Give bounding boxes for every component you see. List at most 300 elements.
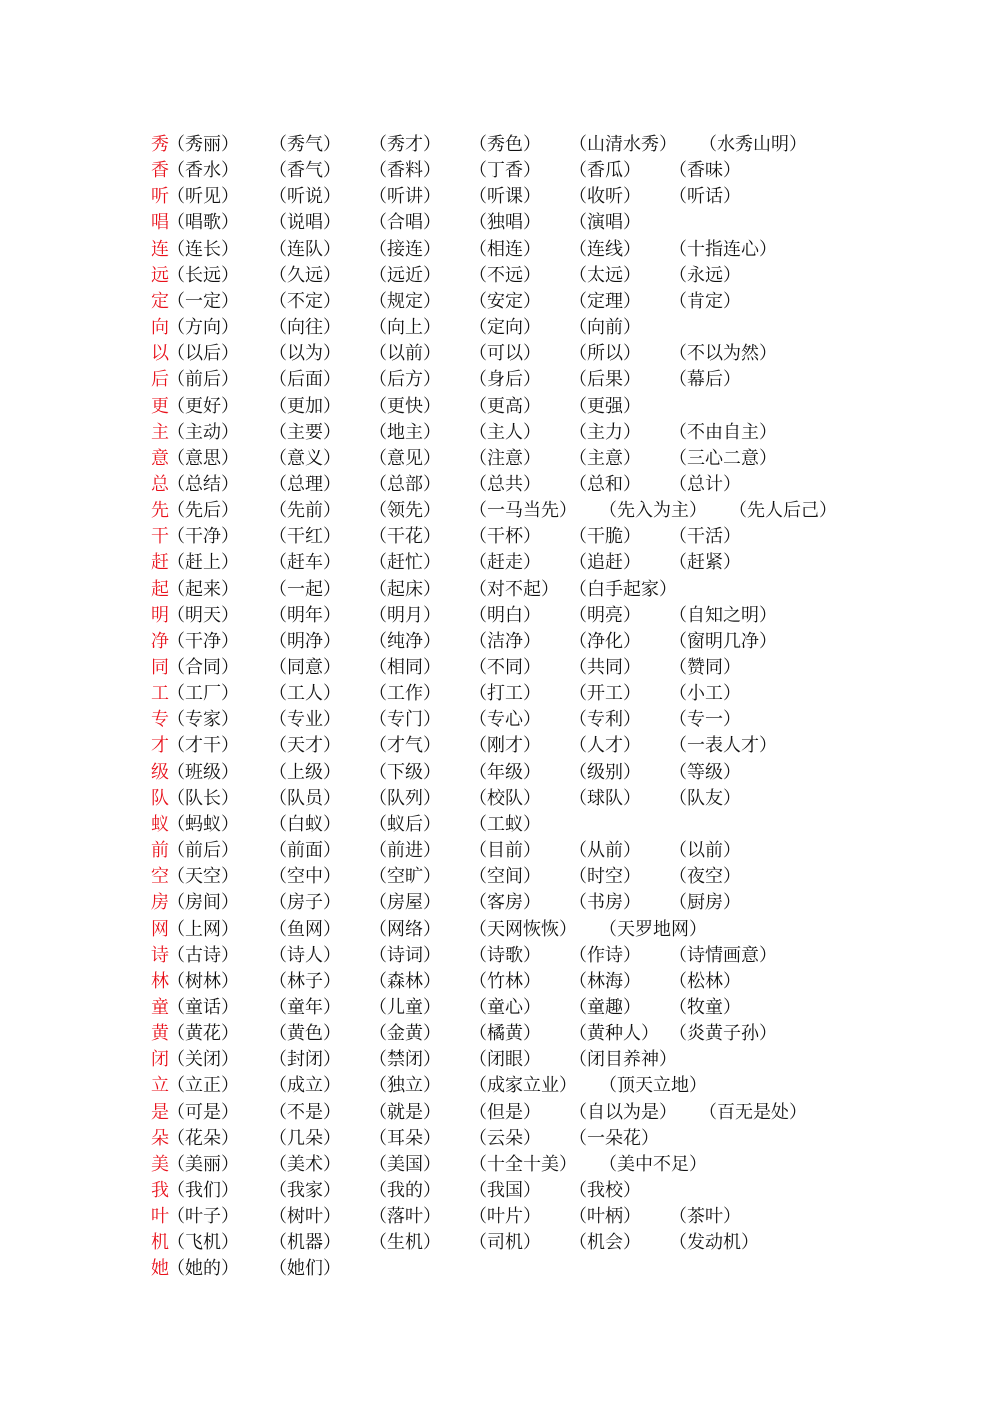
word-entry: （秀色）: [469, 134, 541, 155]
vocab-row: [151, 524, 991, 550]
headword-char: 机: [151, 1232, 169, 1254]
word-entry: （干杯）: [469, 526, 541, 548]
word-entry: （可以）: [469, 343, 541, 365]
word-entry: （听讲）: [369, 186, 441, 208]
word-entry: （净化）: [569, 630, 641, 652]
word-entry: （总部）: [369, 473, 441, 495]
vocab-row: [151, 341, 991, 367]
word-entry: （香料）: [369, 160, 441, 182]
word-entry: （白手起家）: [569, 578, 677, 600]
word-entry: （林海）: [569, 970, 641, 992]
word-entry: （顶天立地）: [599, 1075, 707, 1097]
word-entry: （先入为主）: [599, 500, 707, 522]
word-entry: （专家）: [167, 709, 239, 731]
word-entry: （牧童）: [669, 996, 741, 1018]
word-entry: （后面）: [269, 369, 341, 391]
word-entry: （童心）: [469, 996, 541, 1018]
vocab-row: [151, 446, 991, 472]
headword-char: 工: [151, 683, 169, 705]
word-entry: （先人后己）: [729, 500, 837, 522]
word-entry: （她们）: [269, 1258, 341, 1280]
word-entry: （禁闭）: [369, 1049, 441, 1071]
word-entry: （更强）: [569, 395, 641, 417]
word-entry: （自知之明）: [669, 604, 777, 626]
word-entry: （一朵花）: [569, 1127, 659, 1149]
vocab-row: [151, 629, 991, 655]
word-entry: （合唱）: [369, 212, 441, 234]
headword-char: 网: [151, 918, 169, 940]
word-entry: （工蚁）: [469, 813, 541, 835]
word-entry: （听说）: [269, 186, 341, 208]
word-entry: （远近）: [369, 264, 441, 286]
word-entry: （更加）: [269, 395, 341, 417]
word-entry: （总计）: [669, 473, 741, 495]
vocab-row: [151, 394, 991, 420]
vocab-row: [151, 890, 991, 916]
word-entry: （独唱）: [469, 212, 541, 234]
word-entry: （诗情画意）: [669, 944, 777, 966]
word-entry: （追赶）: [569, 552, 641, 574]
word-entry: （可是）: [167, 1101, 239, 1123]
word-entry: （天罗地网）: [599, 918, 707, 940]
word-entry: （独立）: [369, 1075, 441, 1097]
vocab-row: [151, 603, 991, 629]
word-entry: （一马当先）: [469, 500, 577, 522]
word-entry: （连线）: [569, 238, 641, 260]
headword-char: 我: [151, 1180, 169, 1201]
word-entry: （等级）: [669, 761, 741, 783]
word-entry: （级别）: [569, 761, 641, 783]
word-entry: （主人）: [469, 421, 541, 443]
word-entry: （演唱）: [569, 212, 641, 234]
word-entry: （时空）: [569, 866, 641, 888]
word-entry: （听课）: [469, 186, 541, 208]
vocab-row: [151, 210, 991, 236]
word-entry: （唱歌）: [167, 212, 239, 234]
word-entry: （身后）: [469, 369, 541, 391]
word-entry: （客房）: [469, 892, 541, 914]
word-entry: （后果）: [569, 369, 641, 391]
word-entry: （叶柄）: [569, 1206, 641, 1228]
word-entry: （空旷）: [369, 866, 441, 888]
vocab-row: [151, 237, 991, 263]
word-entry: （空中）: [269, 866, 341, 888]
word-entry: （意见）: [369, 447, 441, 469]
word-entry: （专利）: [569, 709, 641, 731]
word-entry: （同意）: [269, 657, 341, 678]
vocab-row: [151, 864, 991, 890]
word-entry: （闭目养神）: [569, 1049, 677, 1071]
word-entry: （树林）: [167, 970, 239, 992]
headword-char: 净: [151, 630, 169, 652]
word-entry: （以为）: [269, 343, 341, 365]
word-entry: （十全十美）: [469, 1153, 577, 1175]
headword-char: 级: [151, 761, 169, 783]
word-entry: （明亮）: [569, 604, 641, 626]
word-entry: （起来）: [167, 578, 239, 600]
headword-char: 美: [151, 1153, 169, 1175]
headword-char: 香: [151, 160, 169, 182]
word-entry: （机器）: [269, 1232, 341, 1254]
vocab-row: [151, 1230, 991, 1256]
word-entry: （云朵）: [469, 1127, 541, 1149]
word-entry: （十指连心）: [669, 238, 777, 260]
word-entry: （安定）: [469, 290, 541, 312]
word-entry: （我们）: [167, 1180, 239, 1201]
vocab-row: [151, 1126, 991, 1152]
word-entry: （工厂）: [167, 683, 239, 705]
word-entry: （以前）: [669, 840, 741, 862]
word-entry: （注意）: [469, 447, 541, 469]
headword-char: 童: [151, 996, 169, 1018]
word-entry: （百无是处）: [699, 1101, 807, 1123]
word-entry: （打工）: [469, 683, 541, 705]
word-entry: （主动）: [167, 421, 239, 443]
word-entry: （立正）: [167, 1075, 239, 1097]
vocab-row: [151, 1204, 991, 1230]
word-entry: （听话）: [669, 186, 741, 208]
word-entry: （山清水秀）: [569, 134, 677, 155]
word-entry: （不远）: [469, 264, 541, 286]
vocab-row: [151, 681, 991, 707]
word-entry: （耳朵）: [369, 1127, 441, 1149]
word-entry: （窗明几净）: [669, 630, 777, 652]
word-entry: （专门）: [369, 709, 441, 731]
word-entry: （香瓜）: [569, 160, 641, 182]
word-entry: （赶紧）: [669, 552, 741, 574]
word-entry: （意义）: [269, 447, 341, 469]
headword-char: 先: [151, 500, 169, 522]
vocab-row: [151, 472, 991, 498]
word-entry: （叶片）: [469, 1206, 541, 1228]
word-entry: （童年）: [269, 996, 341, 1018]
word-entry: （香气）: [269, 160, 341, 182]
word-entry: （秀才）: [369, 134, 441, 155]
headword-char: 后: [151, 369, 169, 391]
word-entry: （更快）: [369, 395, 441, 417]
word-entry: （队员）: [269, 787, 341, 809]
vocab-row: [151, 1178, 991, 1204]
headword-char: 是: [151, 1101, 169, 1123]
vocab-row: [151, 995, 991, 1021]
word-entry: （上级）: [269, 761, 341, 783]
vocab-row: [151, 184, 991, 210]
word-entry: （黄种人）: [569, 1023, 659, 1045]
word-entry: （赶车）: [269, 552, 341, 574]
vocab-row: [151, 1100, 991, 1126]
word-entry: （落叶）: [369, 1206, 441, 1228]
word-entry: （明年）: [269, 604, 341, 626]
word-entry: （向往）: [269, 317, 341, 339]
word-entry: （相同）: [369, 657, 441, 678]
word-entry: （不以为然）: [669, 343, 777, 365]
word-entry: （从前）: [569, 840, 641, 862]
word-entry: （收听）: [569, 186, 641, 208]
word-entry: （总理）: [269, 473, 341, 495]
word-entry: （不由自主）: [669, 421, 777, 443]
word-entry: （工作）: [369, 683, 441, 705]
word-entry: （肯定）: [669, 290, 741, 312]
headword-char: 空: [151, 866, 169, 888]
word-entry: （蚂蚁）: [167, 813, 239, 835]
word-entry: （人才）: [569, 735, 641, 757]
word-entry: （前后）: [167, 369, 239, 391]
vocab-row: [151, 786, 991, 812]
vocab-row: [151, 577, 991, 603]
word-entry: （香水）: [167, 160, 239, 182]
word-entry: （洁净）: [469, 630, 541, 652]
word-entry: （儿童）: [369, 996, 441, 1018]
word-entry: （上网）: [167, 918, 239, 940]
word-entry: （丁香）: [469, 160, 541, 182]
word-entry: （一定）: [167, 290, 239, 312]
headword-char: 更: [151, 395, 169, 417]
word-entry: （房屋）: [369, 892, 441, 914]
word-entry: （美术）: [269, 1153, 341, 1175]
word-entry: （赶上）: [167, 552, 239, 574]
word-entry: （我校）: [569, 1180, 641, 1201]
vocab-row: [151, 498, 991, 524]
word-entry: （共同）: [569, 657, 641, 678]
word-entry: （专业）: [269, 709, 341, 731]
word-entry: （天网恢恢）: [469, 918, 577, 940]
word-entry: （关闭）: [167, 1049, 239, 1071]
word-entry: （球队）: [569, 787, 641, 809]
word-entry: （规定）: [369, 290, 441, 312]
word-entry: （意思）: [167, 447, 239, 469]
word-entry: （所以）: [569, 343, 641, 365]
word-entry: （连长）: [167, 238, 239, 260]
vocab-row: [151, 812, 991, 838]
vocab-row: [151, 263, 991, 289]
headword-char: 干: [151, 526, 169, 548]
vocab-row: [151, 838, 991, 864]
headword-char: 远: [151, 264, 169, 286]
word-entry: （主要）: [269, 421, 341, 443]
headword-char: 黄: [151, 1023, 169, 1045]
word-entry: （太远）: [569, 264, 641, 286]
word-entry: （明白）: [469, 604, 541, 626]
vocab-row: [151, 917, 991, 943]
vocab-row: [151, 1256, 991, 1282]
word-entry: （干花）: [369, 526, 441, 548]
headword-char: 朵: [151, 1127, 169, 1149]
word-entry: （小工）: [669, 683, 741, 705]
word-entry: （美中不足）: [599, 1153, 707, 1175]
word-entry: （天空）: [167, 866, 239, 888]
headword-char: 主: [151, 421, 169, 443]
headword-char: 唱: [151, 212, 169, 234]
headword-char: 起: [151, 578, 169, 600]
word-entry: （几朵）: [269, 1127, 341, 1149]
headword-char: 才: [151, 735, 169, 757]
word-entry: （刚才）: [469, 735, 541, 757]
word-entry: （队长）: [167, 787, 239, 809]
headword-char: 她: [151, 1258, 169, 1280]
vocab-row: [151, 733, 991, 759]
word-entry: （机会）: [569, 1232, 641, 1254]
word-entry: （校队）: [469, 787, 541, 809]
word-entry: （生机）: [369, 1232, 441, 1254]
vocab-row: [151, 132, 991, 158]
headword-char: 叶: [151, 1206, 169, 1228]
word-entry: （向前）: [569, 317, 641, 339]
word-entry: （专心）: [469, 709, 541, 731]
word-entry: （秀气）: [269, 134, 341, 155]
word-entry: （作诗）: [569, 944, 641, 966]
word-entry: （合同）: [167, 657, 239, 678]
word-entry: （橘黄）: [469, 1023, 541, 1045]
word-entry: （先后）: [167, 500, 239, 522]
vocab-row: [151, 1152, 991, 1178]
word-entry: （主力）: [569, 421, 641, 443]
word-entry: （诗人）: [269, 944, 341, 966]
word-entry: （定向）: [469, 317, 541, 339]
word-entry: （就是）: [369, 1101, 441, 1123]
word-entry: （干活）: [669, 526, 741, 548]
word-entry: （长远）: [167, 264, 239, 286]
word-entry: （司机）: [469, 1232, 541, 1254]
word-entry: （炎黄子孙）: [669, 1023, 777, 1045]
word-entry: （队友）: [669, 787, 741, 809]
headword-char: 听: [151, 186, 169, 208]
word-entry: （一表人才）: [669, 735, 777, 757]
vocab-row: [151, 367, 991, 393]
word-entry: （纯净）: [369, 630, 441, 652]
word-entry: （白蚁）: [269, 813, 341, 835]
headword-char: 同: [151, 657, 169, 678]
word-entry: （鱼网）: [269, 918, 341, 940]
headword-char: 蚁: [151, 813, 169, 835]
word-entry: （童话）: [167, 996, 239, 1018]
word-entry: （房间）: [167, 892, 239, 914]
word-entry: （黄色）: [269, 1023, 341, 1045]
word-entry: （班级）: [167, 761, 239, 783]
word-entry: （干净）: [167, 526, 239, 548]
word-entry: （发动机）: [669, 1232, 759, 1254]
headword-char: 连: [151, 238, 169, 260]
word-entry: （我家）: [269, 1180, 341, 1201]
word-entry: （幕后）: [669, 369, 741, 391]
vocab-row: [151, 420, 991, 446]
vocab-row: [151, 655, 991, 681]
word-entry: （明天）: [167, 604, 239, 626]
word-entry: （以后）: [167, 343, 239, 365]
word-entry: （诗词）: [369, 944, 441, 966]
word-entry: （花朵）: [167, 1127, 239, 1149]
word-entry: （总和）: [569, 473, 641, 495]
word-entry: （自以为是）: [569, 1101, 677, 1123]
word-entry: （成家立业）: [469, 1075, 577, 1097]
word-entry: （前后）: [167, 840, 239, 862]
vocab-row: [151, 1073, 991, 1099]
word-entry: （童趣）: [569, 996, 641, 1018]
headword-char: 赶: [151, 552, 169, 574]
word-entry: （黄花）: [167, 1023, 239, 1045]
word-entry: （天才）: [269, 735, 341, 757]
word-entry: （前面）: [269, 840, 341, 862]
word-entry: （对不起）: [469, 578, 559, 600]
word-entry: （方向）: [167, 317, 239, 339]
word-entry: （干红）: [269, 526, 341, 548]
word-entry: （相连）: [469, 238, 541, 260]
word-entry: （前进）: [369, 840, 441, 862]
vocab-row: [151, 707, 991, 733]
word-entry: （不同）: [469, 657, 541, 678]
word-entry: （书房）: [569, 892, 641, 914]
word-entry: （明月）: [369, 604, 441, 626]
word-entry: （夜空）: [669, 866, 741, 888]
word-entry: （闭眼）: [469, 1049, 541, 1071]
word-entry: （干脆）: [569, 526, 641, 548]
word-entry: （年级）: [469, 761, 541, 783]
word-entry: （地主）: [369, 421, 441, 443]
word-entry: （连队）: [269, 238, 341, 260]
word-entry: （飞机）: [167, 1232, 239, 1254]
headword-char: 向: [151, 317, 169, 339]
word-entry: （久远）: [269, 264, 341, 286]
word-entry: （网络）: [369, 918, 441, 940]
word-entry: （总共）: [469, 473, 541, 495]
word-entry: （才气）: [369, 735, 441, 757]
word-entry: （香味）: [669, 160, 741, 182]
headword-char: 以: [151, 343, 169, 365]
word-entry: （接连）: [369, 238, 441, 260]
word-entry: （空间）: [469, 866, 541, 888]
vocab-row: [151, 550, 991, 576]
headword-char: 定: [151, 290, 169, 312]
word-entry: （目前）: [469, 840, 541, 862]
word-entry: （赶走）: [469, 552, 541, 574]
word-entry: （队列）: [369, 787, 441, 809]
headword-char: 诗: [151, 944, 169, 966]
word-entry: （一起）: [269, 578, 341, 600]
word-entry: （更高）: [469, 395, 541, 417]
word-entry: （赞同）: [669, 657, 741, 678]
word-entry: （古诗）: [167, 944, 239, 966]
headword-char: 前: [151, 840, 169, 862]
headword-char: 队: [151, 787, 169, 809]
word-entry: （美国）: [369, 1153, 441, 1175]
headword-char: 专: [151, 709, 169, 731]
word-entry: （我的）: [369, 1180, 441, 1201]
headword-char: 闭: [151, 1049, 169, 1071]
word-entry: （秀丽）: [167, 134, 239, 155]
headword-char: 总: [151, 473, 169, 495]
word-entry: （主意）: [569, 447, 641, 469]
vocab-row: [151, 969, 991, 995]
vocab-row: [151, 943, 991, 969]
word-entry: （明净）: [269, 630, 341, 652]
word-entry: （美丽）: [167, 1153, 239, 1175]
word-entry: （诗歌）: [469, 944, 541, 966]
word-entry: （竹林）: [469, 970, 541, 992]
word-entry: （更好）: [167, 395, 239, 417]
headword-char: 立: [151, 1075, 169, 1097]
vocab-row: [151, 289, 991, 315]
word-entry: （领先）: [369, 500, 441, 522]
word-entry: （成立）: [269, 1075, 341, 1097]
word-entry: （三心二意）: [669, 447, 777, 469]
word-entry: （水秀山明）: [699, 134, 807, 155]
word-entry: （起床）: [369, 578, 441, 600]
vocab-row: [151, 158, 991, 184]
headword-char: 林: [151, 970, 169, 992]
word-entry: （不定）: [269, 290, 341, 312]
word-entry: （干净）: [167, 630, 239, 652]
vocab-row: [151, 760, 991, 786]
word-entry: （林子）: [269, 970, 341, 992]
